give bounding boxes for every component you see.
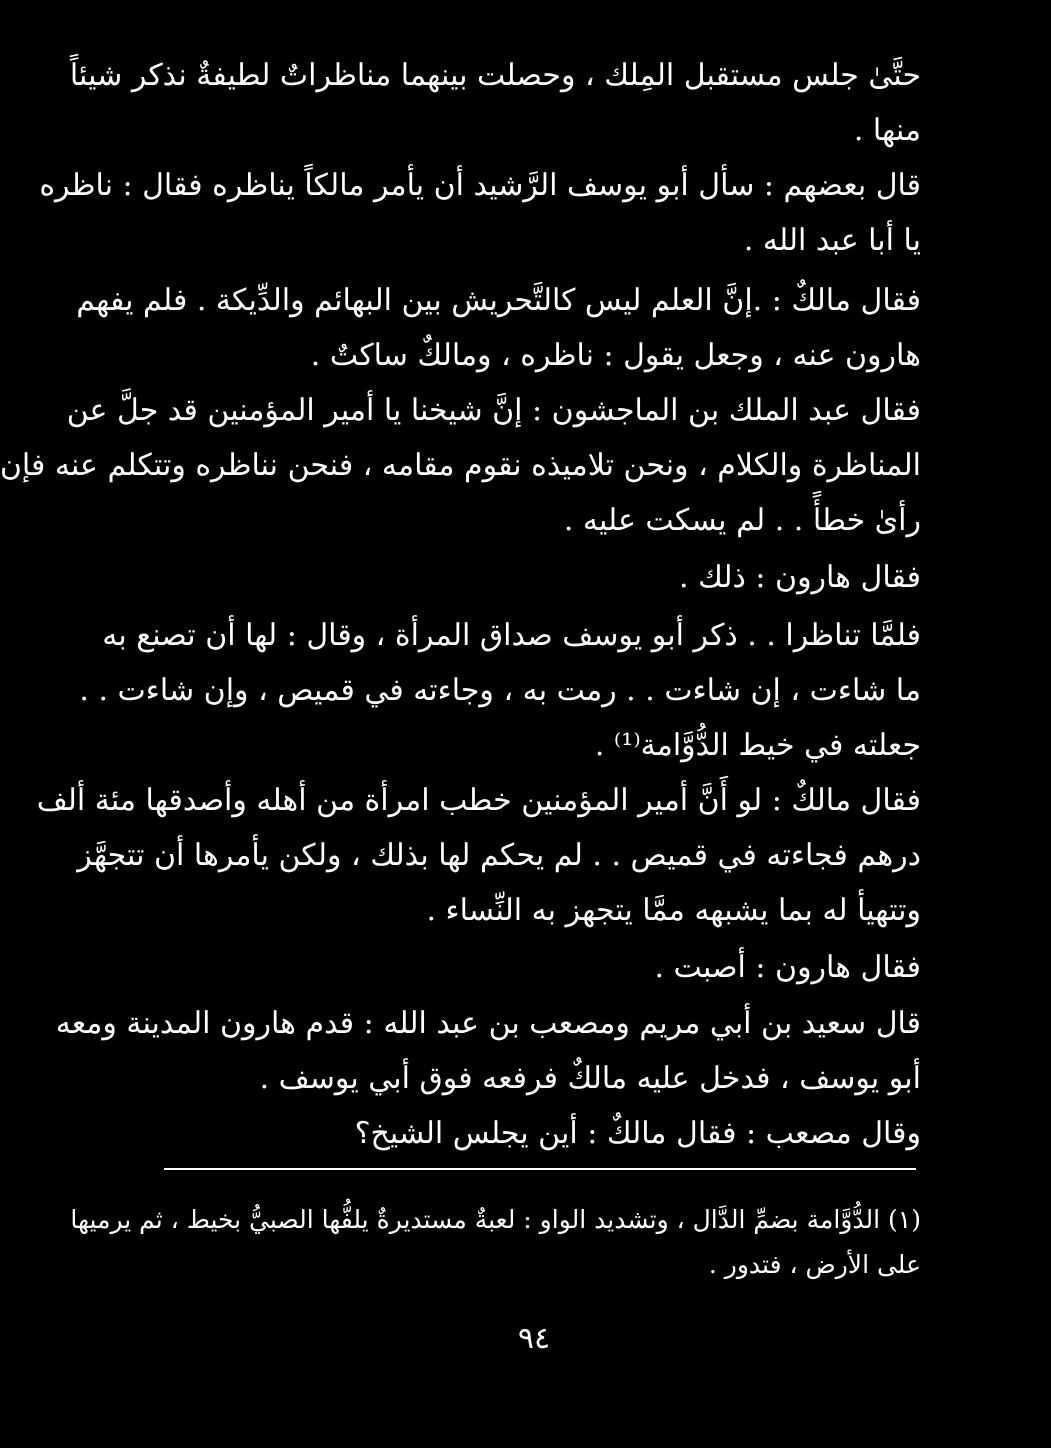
body-line-14: فقال مالكٌ : لو أَنَّ أمير المؤمنين خطب امرأة من أهله وأصدقها مئة ألف [36, 783, 921, 818]
body-line-8: المناظرة والكلام ، ونحن تلاميذه نقوم مقامه ، فنحن نناظره وتتكلم عنه فإن [0, 448, 921, 483]
body-line-20: وقال مصعب : فقال مالكٌ : أين يجلس الشيخ؟ [354, 1116, 921, 1151]
body-line-10: فقال هارون : ذلك . [679, 560, 921, 595]
body-line-9: رأىٰ خطأً . . لم يسكت عليه . [563, 503, 921, 538]
body-line-11: فلمَّا تناظرا . . ذكر أبو يوسف صداق المرأة ، وقال : لها أن تصنع به [102, 618, 921, 653]
body-line-6: هارون عنه ، وجعل يقول : ناظره ، ومالكٌ ساكتٌ . [310, 338, 921, 373]
body-line-12: ما شاءت ، إن شاءت . . رمت به ، وجاءته في قميص ، وإن شاءت . . [79, 673, 921, 708]
body-line-1: حتَّىٰ جلس مستقبل المِلك ، وحصلت بينهما مناظراتٌ لطيفةٌ نذكر شيئاً [69, 58, 921, 93]
body-line-5: فقال مالكٌ : .إنَّ العلم ليس كالتَّحريش بين البهائم والدِّيكة . فلم يفهم [76, 283, 921, 318]
body-line-4: يا أبا عبد الله . [743, 223, 921, 258]
body-line-2: منها . [853, 113, 921, 148]
body-line-15: درهم فجاءته في قميص . . لم يحكم لها بذلك ، ولكن يأمرها أن تتجهَّز [77, 838, 921, 873]
body-line-19: أبو يوسف ، فدخل عليه مالكٌ فرفعه فوق أبي يوسف . [259, 1061, 921, 1096]
body-line-7: فقال عبد الملك بن الماجشون : إنَّ شيخنا يا أمير المؤمنين قد جلَّ عن [66, 393, 921, 428]
body-line-13: جعلته في خيط الدُّوَّامة⁽¹⁾ . [594, 728, 921, 763]
body-line-17: فقال هارون : أصبت . [654, 950, 921, 985]
body-line-16: وتتهيأ له بما يشبهه ممَّا يتجهز به النِّساء . [426, 893, 921, 928]
body-line-3: قال بعضهم : سأل أبو يوسف الرَّشيد أن يأمر مالكاً يناظره فقال : ناظره [39, 168, 921, 203]
footnote-line-2: على الأرض ، فتدور . [708, 1250, 921, 1279]
page-number: ٩٤ [517, 1321, 551, 1356]
footnote-line-1: (١) الدُّوَّامة بضمِّ الدَّال ، وتشديد الواو : لعبةٌ مستديرةٌ يلفُّها الصبيُّ بخيط ، ثم يرميها [70, 1205, 921, 1234]
body-line-18: قال سعيد بن أبي مريم ومصعب بن عبد الله : قدم هارون المدينة ومعه [55, 1006, 921, 1041]
footnote-separator [164, 1168, 916, 1170]
